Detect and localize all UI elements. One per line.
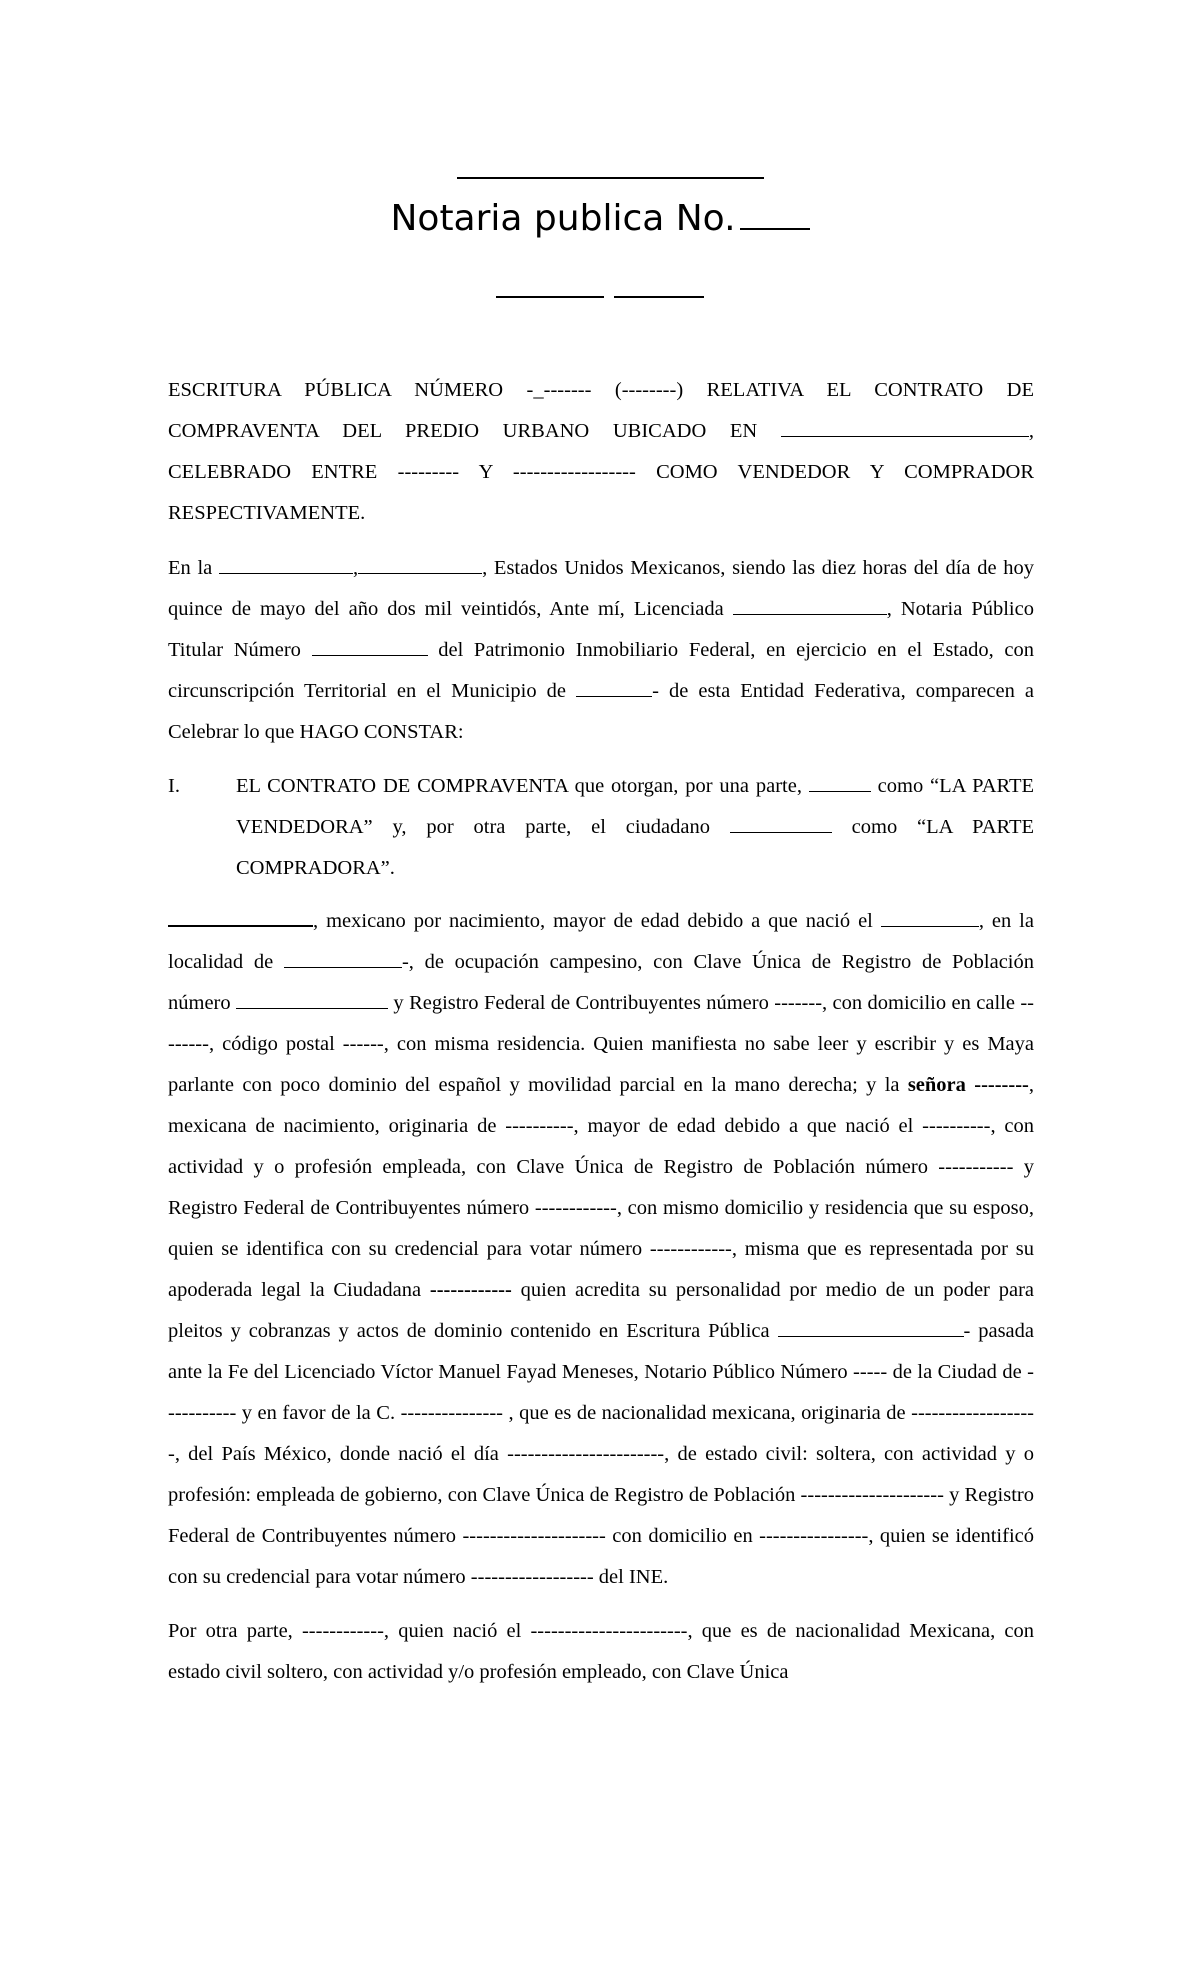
escritura-paragraph — [168, 370, 1034, 534]
curp-blank — [236, 986, 388, 1009]
intro-text-e: del Patrimonio Inmobiliario Federal, en ejercicio en el Estado, con circunscripción Territorial en el Municipio de — [168, 639, 1034, 702]
item1-text-c: como “LA PARTE COMPRADORA”. — [236, 816, 1034, 879]
parties-text-a: , mexicano por nacimiento, mayor de edad debido a que nació el — [313, 910, 881, 932]
intro-text-d: , Notaria Público Titular Número — [168, 598, 1034, 661]
party-name-blank — [168, 903, 313, 927]
list-item-number: I. — [168, 775, 180, 797]
notary-name-blank — [733, 592, 887, 615]
list-item-text — [236, 766, 1034, 889]
intro-text-f: - de esta Entidad Federativa, comparecen a Celebrar lo que HAGO CONSTAR: — [168, 680, 1034, 743]
locality-blank — [284, 945, 402, 968]
intro-text-c: , Estados Unidos Mexicanos, siendo las diez horas del día de hoy quince de mayo del año dos mil veintidós, Ante mí, Licenciada — [168, 557, 1034, 620]
otra-parte-paragraph: Por otra parte, ------------, quien nació el -----------------------, que es de nacionalidad Mexicana, con estado civil soltero, con actividad y/o profesión empleado, con Clave Única — [168, 1620, 1034, 1683]
sub-rule-right — [614, 296, 704, 298]
apoderada-bold-text: ------------ — [429, 1279, 512, 1301]
intro-text-a: En la — [168, 557, 219, 579]
document-title — [0, 196, 1200, 242]
notary-number-field-blank — [312, 633, 428, 656]
header-top-rule — [457, 177, 764, 179]
intro-text-b: , — [352, 557, 359, 579]
seller-blank — [809, 769, 871, 792]
parties-text-b: , en la localidad de — [168, 910, 1034, 973]
escritura-text-b: , CELEBRADO ENTRE --------- Y ------------------ COMO VENDEDOR Y COMPRADOR RESPECTIVAMENTE. — [168, 420, 1034, 524]
escritura-number-blank — [778, 1314, 964, 1337]
item1-text-b: como “LA PARTE VENDEDORA” y, por otra parte, el ciudadano — [236, 775, 1034, 838]
notary-number-blank — [740, 196, 810, 230]
parties-text-g: - pasada ante la Fe del Licenciado Víctor Manuel Fayad Meneses, Notario Público Número ----- de la Ciudad de ----------- y en favor de la C. --------------- , que es de nacionalidad mexicana, originaria de -------------------, del País México, donde nació el día -----------------------, de estado civil: soltera, con actividad y o profesión: empleada de gobierno, con Clave Única de Registro de Población --------------------- y Registro Federal de Contribuyentes número --------------------- con domicilio en ----------------, quien se identificó con su credencial para votar número ------------------ del INE. — [168, 1320, 1035, 1588]
senora-bold-text: señora -------- — [907, 1074, 1029, 1096]
buyer-blank — [730, 810, 832, 833]
place-blank-1 — [219, 551, 353, 574]
header-sub-rules — [0, 296, 1200, 298]
parties-paragraph — [168, 901, 1034, 1598]
title-text: Notaria publica No. — [390, 198, 736, 239]
sub-rule-left — [496, 296, 604, 298]
parties-text-d: y Registro Federal de Contribuyentes número -------, con domicilio en calle --------, código postal ------, con misma residencia. Quien manifiesta no sabe leer y escribir y es Maya parlante con poco dominio del español y movilidad parcial en la mano derecha; y la — [168, 992, 1035, 1096]
birth-date-blank — [881, 904, 979, 927]
location-blank — [781, 414, 1029, 437]
municipality-blank — [576, 674, 652, 697]
item1-text-a: EL CONTRATO DE COMPRAVENTA que otorgan, por una parte, — [236, 775, 809, 797]
escritura-text-a: ESCRITURA PÚBLICA NÚMERO -_------- (--------) RELATIVA EL CONTRATO DE COMPRAVENTA DEL PREDIO URBANO UBICADO EN — [168, 379, 1034, 442]
parties-text-e: , mexicana de nacimiento, originaria de ----------, mayor de edad debido a que nació el ----------, con actividad y o profesión empleada, con Clave Única de Registro de Población número ----------- y Registro Federal de Contribuyentes número ------------, con mismo domicilio y residencia que su esposo, quien se identifica con su credencial para votar número ------------, misma que es representada por su apoderada legal la Ciudadana — [168, 1074, 1034, 1301]
parties-text-c: -, de ocupación campesino, con Clave Única de Registro de Población número — [168, 951, 1035, 1014]
intro-paragraph — [168, 548, 1034, 753]
place-blank-2 — [358, 551, 482, 574]
document-body — [168, 370, 1034, 1693]
parties-text-f: quien acredita su personalidad por medio de un poder para pleitos y cobranzas y actos de dominio contenido en Escritura Pública — [168, 1279, 1034, 1342]
list-item-1 — [168, 766, 1034, 889]
